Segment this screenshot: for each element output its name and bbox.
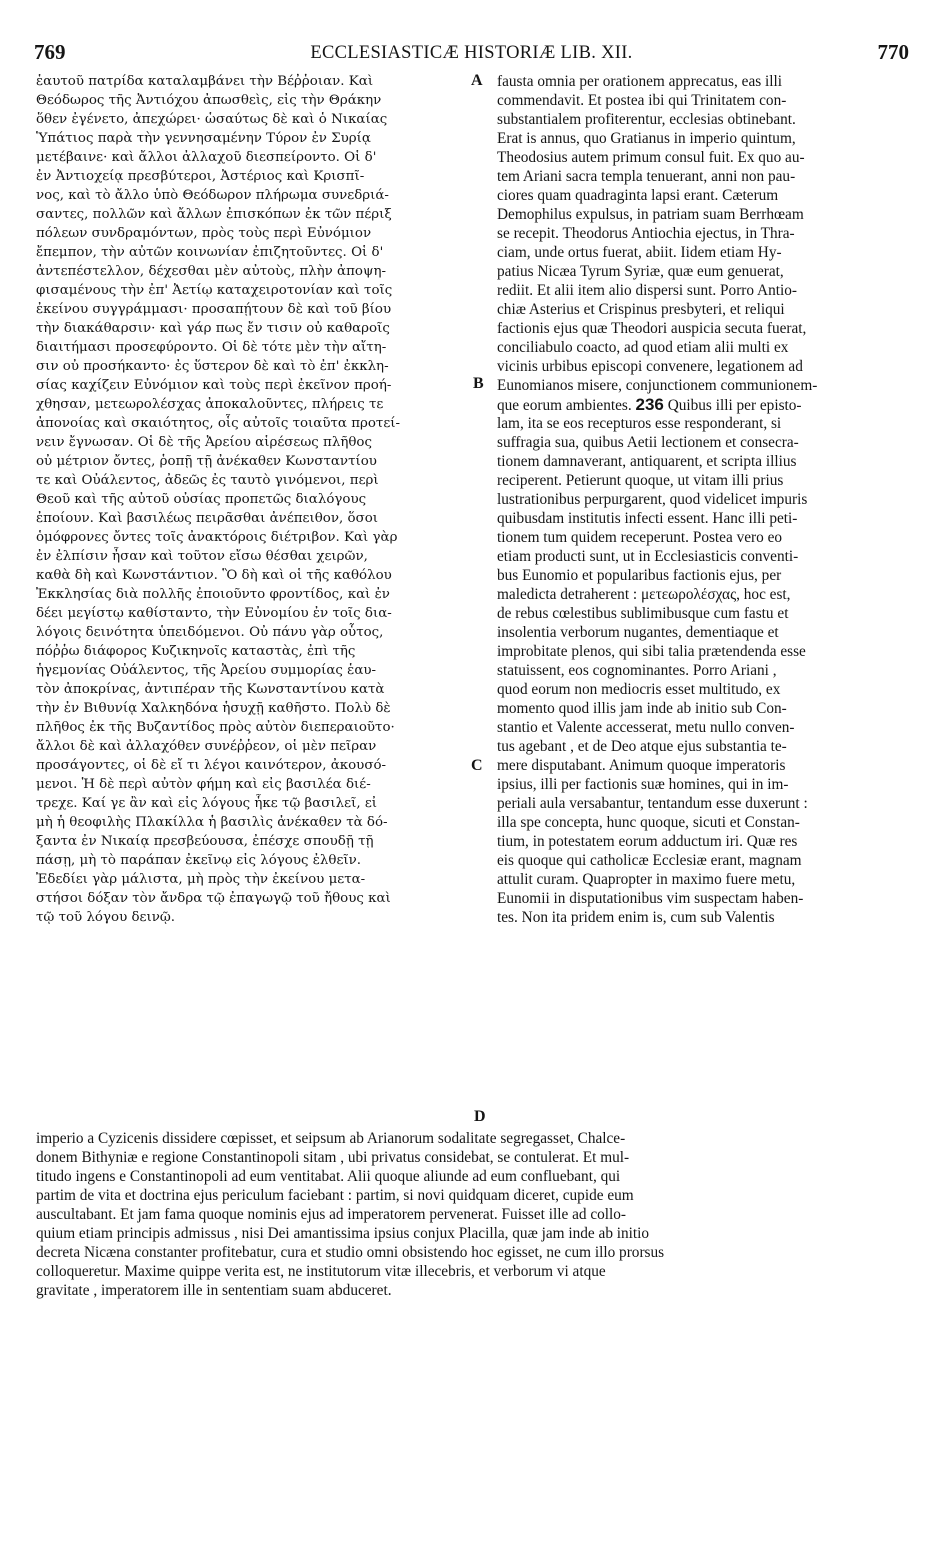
latin-column — [497, 72, 915, 927]
full-width-line: gravitate , imperatorem ille in sententiam suam abduceret. — [36, 1282, 392, 1299]
greek-line: Θεόδωρος τῆς Ἀντιόχου ἀπωσθεὶς, εἰς τὴν Θράκην — [36, 93, 382, 108]
greek-line: τὸν ἀποκρίνας, ἀντιπέραν τῆς Κωνσταντίνου κατὰ — [36, 682, 385, 697]
greek-line: μετέβαινε· καὶ ἄλλοι ἀλλαχοῦ διεσπείροντο. Οἱ δ' — [36, 150, 377, 165]
latin-line: Demophilus expulsus, in patriam suam Berrhœam — [497, 206, 804, 223]
greek-line: μὴ ἡ θεοφιλὴς Πλακίλλα ἡ βασιλὶς ἀνέκαθεν τὰ δό- — [36, 815, 388, 830]
latin-line: tem Ariani sacra templa tenuerant, anni non pau- — [497, 168, 796, 185]
margin-letter-d: D — [474, 1108, 486, 1125]
greek-line: διαιτήμασι προσεφύροντο. Οἱ δὲ τότε μὲν τὴν αἴτη- — [36, 340, 387, 355]
latin-line: bus Eunomio et popularibus factionis ejus, per — [497, 567, 782, 584]
greek-line: ἐν Ἀντιοχείᾳ πρεσβύτεροι, Ἀστέριος καὶ Κρισπῖ- — [36, 169, 365, 184]
latin-line: tionem damnaverant, antiquarent, et scripta illius — [497, 453, 797, 470]
latin-line: se recepit. Theodorus Antiochia ejectus, in Thra- — [497, 225, 795, 242]
greek-line: νος, καὶ τὸ ἄλλο ὑπὸ Θεόδωρον πλήρωμα συνεδριά- — [36, 188, 389, 203]
latin-line: patius Nicæa Tyrum Syriæ, quæ eum genuerat, — [497, 263, 784, 280]
greek-line: τε καὶ Οὐάλεντος, ἀδεῶς ἐς ταυτὸ γινόμενοι, περὶ — [36, 473, 379, 488]
latin-line: ciam, unde ortus fuerat, abiit. Iidem etiam Hy- — [497, 244, 782, 261]
latin-line: etiam producti sunt, ut in Ecclesiasticis conventi- — [497, 548, 799, 565]
greek-line: στήσοι δόξαν τὸν ἄνδρα τῷ ἐπαγωγῷ τοῦ ἤθους καὶ — [36, 891, 391, 906]
latin-line: maledicta detraherent : μετεωρολέσχας, hoc est, — [497, 586, 791, 603]
greek-line: Ἐκκλησίας διὰ πολλῆς ἐποιοῦντο φροντίδος, καὶ ἐν — [36, 587, 390, 602]
latin-line: Erat is annus, quo Gratianus in imperio quintum, — [497, 130, 796, 147]
greek-line: σαντες, πολλῶν καὶ ἄλλων ἐπισκόπων ἐκ τῶν πέριξ — [36, 207, 392, 222]
greek-line: ἔπεμπον, τὴν αὐτῶν κοινωνίαν ἐπιζητοῦντες. Οἱ δ' — [36, 245, 384, 260]
section-number: 236 — [635, 395, 664, 414]
greek-line: ἐποίουν. Καὶ βασιλέως πειρᾶσθαι ἀνέπειθον, ὅσοι — [36, 511, 379, 526]
latin-line: stantio et Valente accesserat, metu nullo conven- — [497, 719, 795, 736]
greek-line: ἡγεμονίας Οὐάλεντος, τῆς Ἀρείου συμμορίας ἑαυ- — [36, 663, 377, 678]
latin-line — [497, 395, 915, 414]
greek-line: Θεοῦ καὶ τῆς αὐτοῦ οὐσίας προπετῶς διαλόγους — [36, 492, 367, 507]
latin-line: mere disputabant. Animum quoque imperatoris — [497, 757, 786, 774]
greek-line: ὅθεν ἐγένετο, ἀπεχώρει· ὡσαύτως δὲ καὶ ὁ Νικαίας — [36, 112, 388, 127]
latin-line-text: que eorum ambientes. — [497, 397, 632, 414]
latin-line: ciores quam quadraginta lapsi erant. Cæterum — [497, 187, 779, 204]
latin-line: Eunomii in disputationibus vim suspectam haben- — [497, 890, 804, 907]
margin-letter-c: C — [471, 757, 483, 774]
greek-column — [36, 72, 474, 927]
greek-line: λόγοις δεινότητα ὑπειδόμενοι. Οὐ πάνυ γὰρ οὗτος, — [36, 625, 384, 640]
latin-line: substantialem profiterentur, ecclesias obtinebant. — [497, 111, 796, 128]
full-width-line: decreta Nicæna constanter profitebatur, cura et studio omni obsistendo hoc egisset, ne cum illo prorsus — [36, 1244, 665, 1261]
greek-line: οὐ μέτριον ὄντες, ῥοπῇ τῇ ἀνέκαθεν Κωνσταντίου — [36, 454, 377, 469]
greek-line: ἐκείνου συγγράμμασι· προσαπῄτουν δὲ καὶ τοῦ βίου — [36, 302, 392, 317]
full-width-line: quium etiam principis admissus , nisi Dei amantissima ipsius conjux Placilla, quæ jam inde ab initio — [36, 1225, 650, 1242]
greek-line: δέει μεγίστῳ καθίσταντο, τὴν Εὐνομίου ἐν τοῖς δια- — [36, 606, 392, 621]
latin-line: rediit. Et alii item alio dispersi sunt. Porro Antio- — [497, 282, 797, 299]
greek-line: τρεχε. Καί γε ἂν καὶ εἰς λόγους ἧκε τῷ βασιλεῖ, εἰ — [36, 796, 378, 811]
greek-line: ἀντεπέστελλον, δέχεσθαι μὲν αὐτοὺς, πλὴν ἀποψη- — [36, 264, 386, 279]
latin-line: lustrationibus perpurgarent, quod videlicet impuris — [497, 491, 808, 508]
greek-line: Ὑπάτιος παρὰ τὴν γεννησαμένην Τύρον ἐν Συρίᾳ — [36, 131, 371, 146]
greek-line: νειν ἔγνωσαν. Οἱ δὲ τῆς Ἀρείου αἱρέσεως πλῆθος — [36, 435, 372, 450]
greek-line: Ἐδεδίει γὰρ μάλιστα, μὴ πρὸς τὴν ἐκείνου μετα- — [36, 872, 366, 887]
latin-line: tes. Non ita pridem enim is, cum sub Valentis — [497, 909, 775, 926]
latin-line: chiæ Asterius et Crispinus presbyteri, et reliqui — [497, 301, 785, 318]
latin-line: insolentia verborum nugantes, dementiaque et — [497, 624, 779, 641]
latin-line: tium, in potestatem eorum adductum iri. Quæ res — [497, 833, 798, 850]
latin-line: vicinis urbibus episcopi convenere, legationem ad — [497, 358, 803, 375]
page-header — [34, 40, 909, 68]
full-width-line: donem Bithyniæ e regione Constantinopoli sitam , ubi privatus considebat, se contulerat. Et mul- — [36, 1149, 630, 1166]
margin-letter-a: A — [471, 72, 483, 89]
latin-line: suffragia sua, quibus Aetii lectionem et consecra- — [497, 434, 799, 451]
latin-line: Eunomianos misere, conjunctionem communionem- — [497, 377, 818, 394]
greek-line: πόῤῥω διάφορος Κυζικηνοῖς καταστὰς, ἐπὶ τῆς — [36, 644, 356, 659]
latin-line: attulit curam. Quapropter in maximo fuere metu, — [497, 871, 796, 888]
greek-line: ἀπονοίας καὶ σκαιότητος, οἷς αὐτοῖς τοιαῦτα προτεί- — [36, 416, 401, 431]
latin-line: illa spe concepta, hunc quoque, sicuti et Constan- — [497, 814, 800, 831]
latin-line: commendavit. Et postea ibi qui Trinitatem con- — [497, 92, 787, 109]
greek-line: καθὰ δὴ καὶ Κωνστάντιον. Ὃ δὴ καὶ οἱ τῆς καθόλου — [36, 568, 392, 583]
greek-line: ὁμόφρονες ὄντες τοῖς ἀνακτόροις διέτριβον. Καὶ γὰρ — [36, 530, 398, 545]
full-width-line: partim de vita et doctrina ejus periculum faciebant : partim, si novi quidquam diceret, cupide eum — [36, 1187, 634, 1204]
greek-line: τῷ τοῦ λόγου δεινῷ. — [36, 910, 176, 925]
latin-line: statuissent, eos cognominantes. Porro Ariani , — [497, 662, 777, 679]
latin-line-text: Quibus illi per episto- — [667, 397, 802, 414]
greek-line: φισαμένους τὴν ἐπ' Ἀετίῳ καταχειροτονίαν καὶ τοῖς — [36, 283, 393, 298]
latin-full-width-text — [36, 1129, 916, 1300]
greek-line: πόλεων συνδραμόντων, πρὸς τοὺς περὶ Εὐνόμιον — [36, 226, 372, 241]
greek-line: τὴν ἐν Βιθυνίᾳ Χαλκηδόνα ἡσυχῇ καθῆστο. Πολὺ δὲ — [36, 701, 391, 716]
greek-line: σιν οὐ προσήκαντο· ἐς ὕστερον δὲ καὶ τὸ ἐπ' ἐκκλη- — [36, 359, 389, 374]
greek-line: ἄλλοι δὲ καὶ ἀλλαχόθεν συνέῤῥεον, οἱ μὲν πεῖραν — [36, 739, 377, 754]
latin-line: conciliabulo coacto, ad quod etiam alii multi ex — [497, 339, 789, 356]
latin-line: eis quoque qui catholicæ Ecclesiæ erant, magnam — [497, 852, 802, 869]
latin-line: quod eorum non mediocris esset multitudo, ex — [497, 681, 781, 698]
latin-line: tionem tum quidem receperunt. Postea vero eo — [497, 529, 783, 546]
latin-line: de rebus cœlestibus sublimibusque cum fastu et — [497, 605, 789, 622]
full-width-line: auscultabant. Et jam fama quoque nominis ejus ad imperatorem pervenerat. Fuisset ille ad collo- — [36, 1206, 627, 1223]
greek-line: ἑαυτοῦ πατρίδα καταλαμβάνει τὴν Βέῤῥοιαν. Καὶ — [36, 74, 374, 89]
latin-line: improbitate plenos, qui sibi talia prætendenda esse — [497, 643, 806, 660]
full-width-line: colloqueretur. Maxime quippe verita est, ne institutorum vitæ illecebris, et verborum vi atque — [36, 1263, 606, 1280]
latin-line: periali aula versabantur, tentandum esse duxerunt : — [497, 795, 808, 812]
greek-line: πάσῃ, μὴ τὸ παράπαν ἐκεῖνῳ εἰς λόγους ἐλθεῖν. — [36, 853, 362, 868]
greek-line: πλῆθος ἐκ τῆς Βυζαντίδος πρὸς αὐτὸν διεπεραιοῦτο· — [36, 720, 395, 735]
latin-line: momento quod illis jam inde ab initio sub Con- — [497, 700, 787, 717]
page-number-left: 769 — [34, 40, 66, 64]
greek-line: μενοι. Ἡ δὲ περὶ αὐτὸν φήμη καὶ εἰς βασιλέα διέ- — [36, 777, 371, 792]
greek-line: τὴν διακάθαρσιν· καὶ γάρ πως ἔν τισιν οὐ καθαροῖς — [36, 321, 390, 336]
greek-line: ξαντα ἐν Νικαίᾳ πρεσβεύουσα, ἐπέσχε σπουδῇ τῇ — [36, 834, 374, 849]
latin-line: Theodosius autem primum consul fuit. Ex quo au- — [497, 149, 805, 166]
latin-line: quibusdam institutis infecti essent. Hanc illi peti- — [497, 510, 798, 527]
latin-line: reciperent. Petierunt quoque, ut vitam illi prius — [497, 472, 784, 489]
full-width-line: titudo ingens e Constantinopoli ad eum ventitabat. Alii quoque aliunde ad eum confluebant, qui — [36, 1168, 621, 1185]
greek-line: ἐν ἐλπίσιν ἦσαν καὶ τοῦτον εἴσω θέσθαι χειρῶν, — [36, 549, 368, 564]
latin-line: factionis ejus quæ Theodori auspicia secuta fuerat, — [497, 320, 807, 337]
latin-line: tus agebant , et de Deo atque ejus substantia te- — [497, 738, 787, 755]
greek-line: προσάγοντες, οἱ δὲ εἴ τι λέγοι καινότερον, ἀκουσό- — [36, 758, 387, 773]
latin-line: lam, ita se eos recepturos esse responderant, si — [497, 415, 782, 432]
latin-line: fausta omnia per orationem apprecatus, eas illi — [497, 73, 783, 90]
page-number-right: 770 — [877, 40, 909, 64]
latin-line: ipsius, illi per factionis suæ homines, qui in im- — [497, 776, 789, 793]
greek-line: σίας καχίζειν Εὐνόμιον καὶ τοὺς περὶ ἐκεῖνον προή- — [36, 378, 392, 393]
greek-line: χθησαν, μετεωρολέσχας ἀποκαλοῦντες, πλήρεις τε — [36, 397, 384, 412]
margin-letter-b: B — [473, 375, 484, 392]
running-title: ECCLESIASTICÆ HISTORIÆ LIB. XII. — [310, 43, 633, 63]
full-width-line: imperio a Cyzicenis dissidere cœpisset, et seipsum ab Arianorum sodalitate segregasset, Chalce- — [36, 1130, 626, 1147]
